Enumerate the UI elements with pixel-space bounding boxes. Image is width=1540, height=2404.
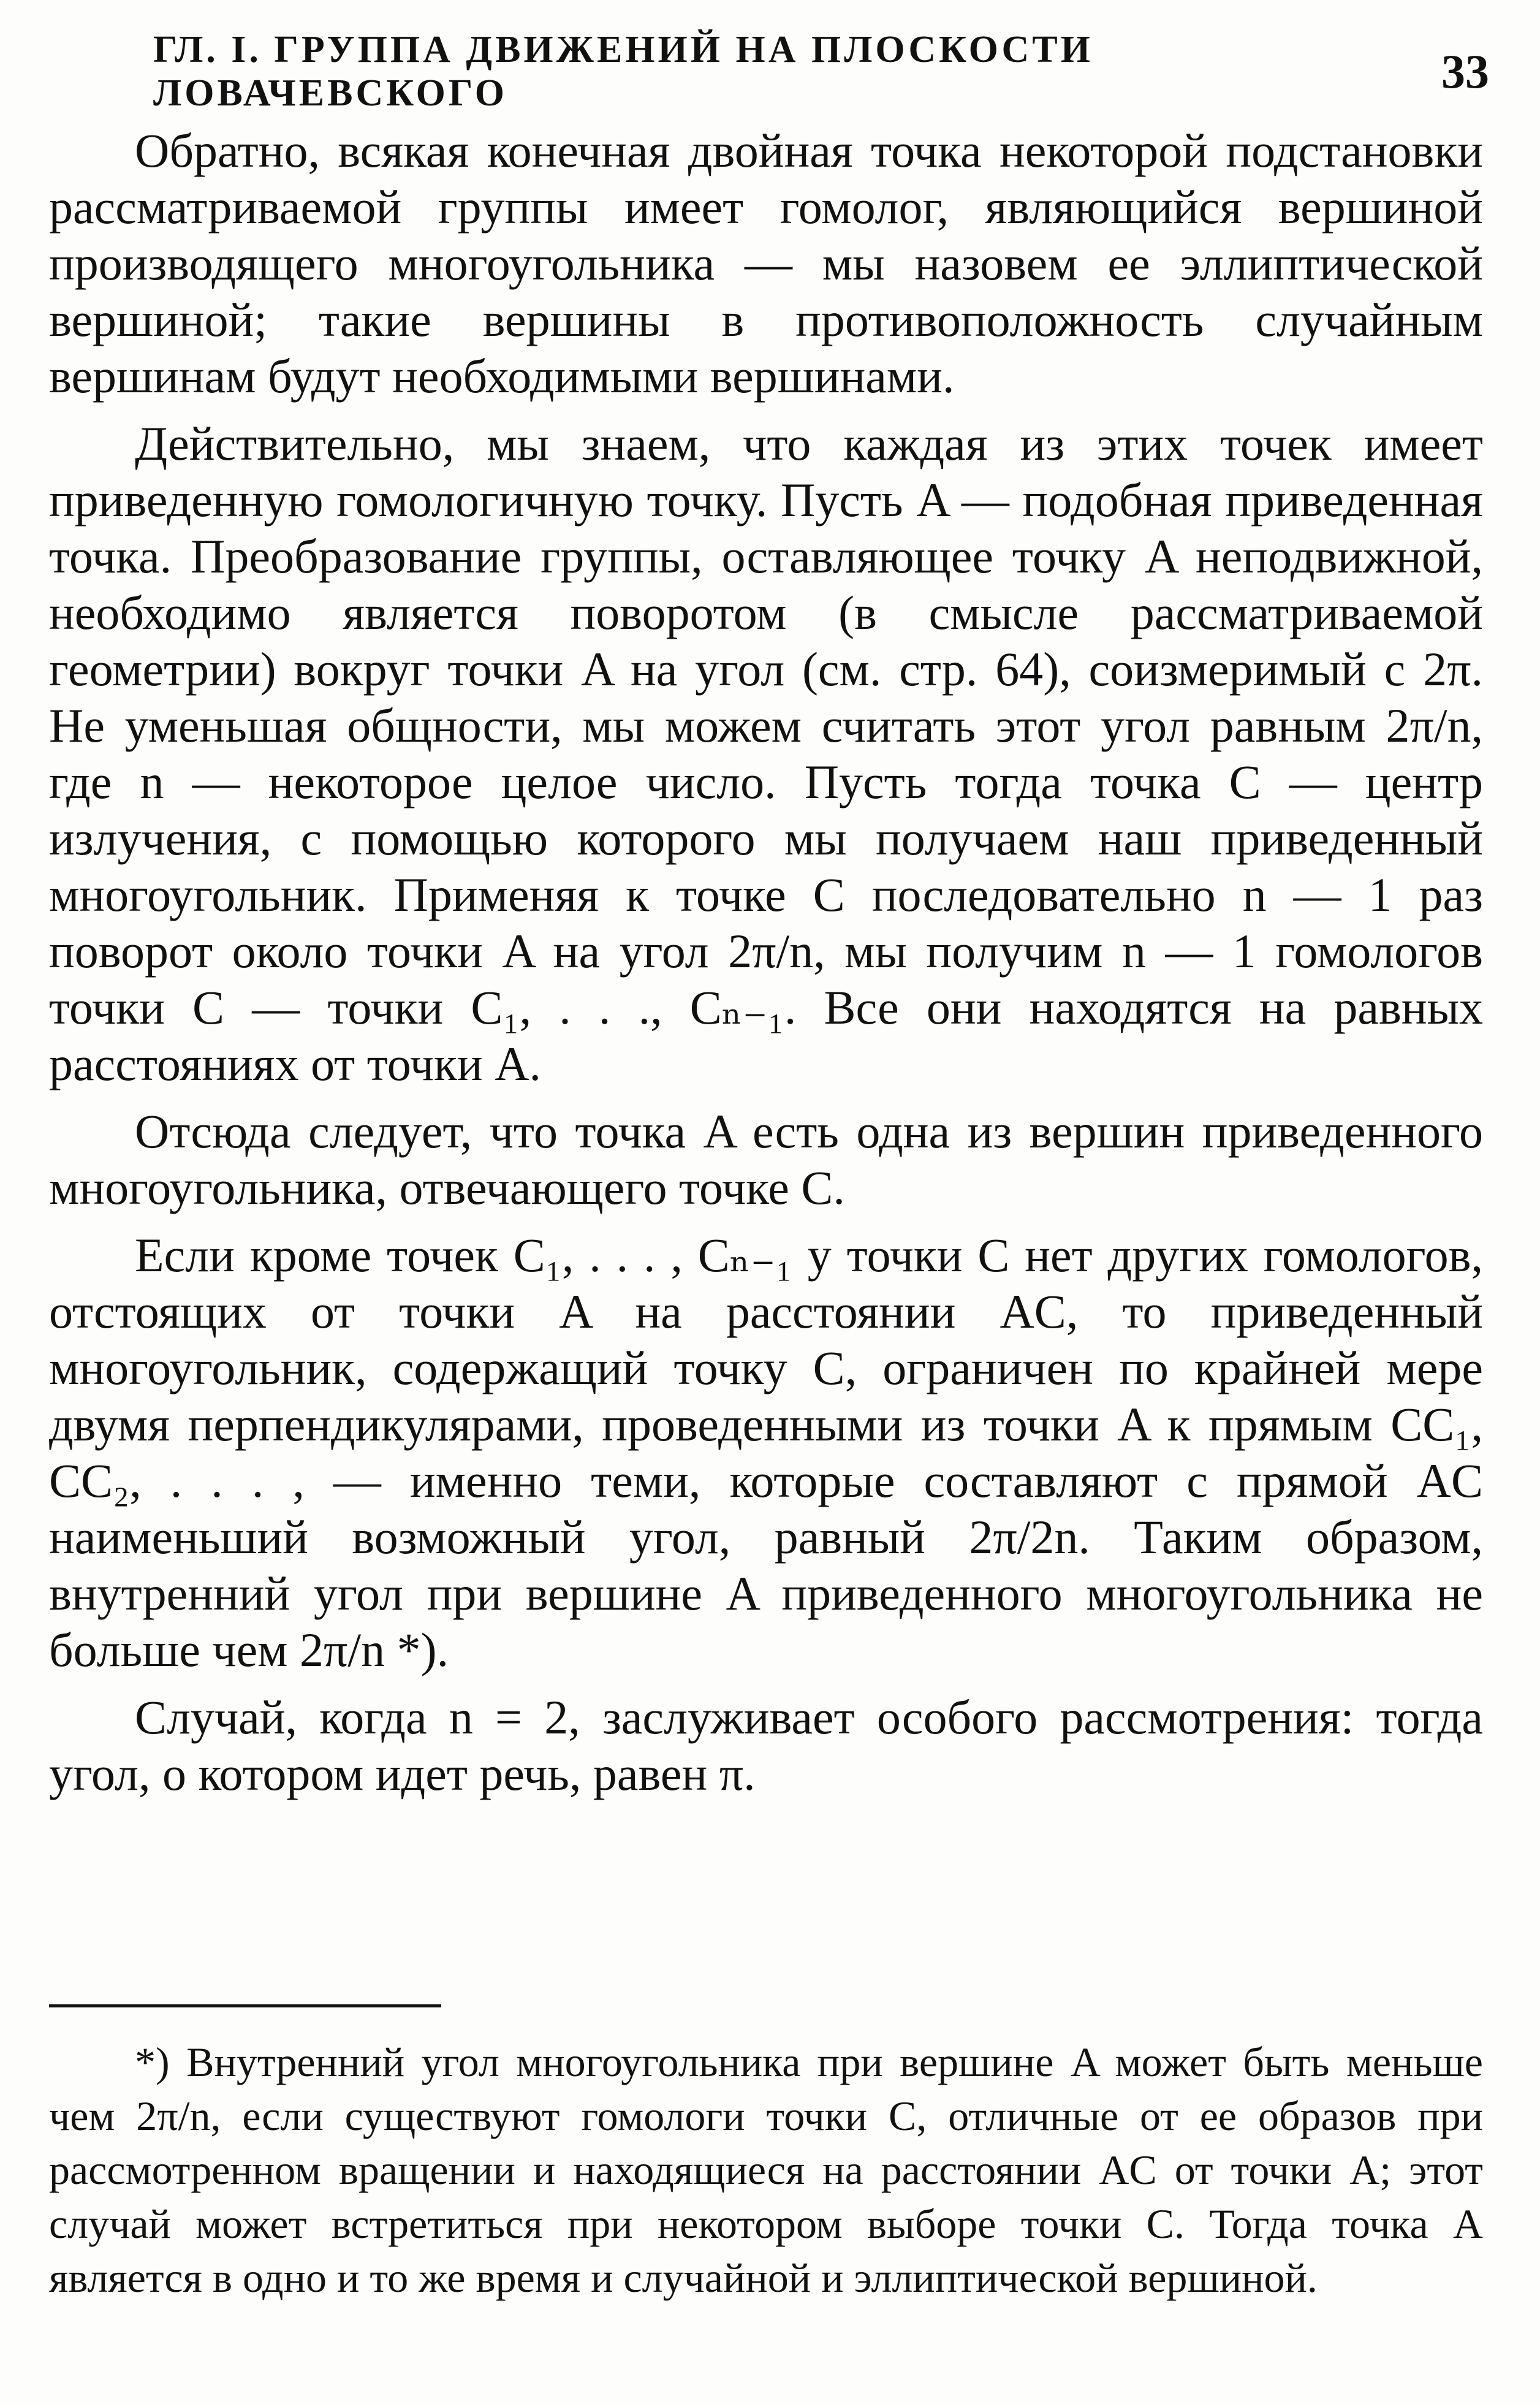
paragraph-3: Отсюда следует, что точка A есть одна из вершин приведенного многоугольника, отвечающего точке C.	[49, 1105, 1483, 1214]
paragraph-1: Обратно, всякая конечная двойная точка некоторой подстановки рассматриваемой группы имеет гомолог, являющийся вершиной производящего многоугольника — мы назовем ее эллиптической вершиной; такие вершины в противоположность случайным вершинам будут необходимыми вершинами.	[49, 124, 1483, 403]
page-number: 33	[1441, 45, 1489, 98]
paragraph-4: Если кроме точек C₁, . . . , Cₙ₋₁ у точки C нет других гомологов, отстоящих от точки A на расстоянии AC, то приведенный многоугольник, содержащий точку C, ограничен по крайней мере двумя перпендикулярами, проведенными из точки A к прямым CC₁, CC₂, . . . , — именно теми, которые составляют с прямой AC наименьший возможный угол, равный 2π/2n. Таким образом, внутренний угол при вершине A приведенного многоугольника не больше чем 2π/n *).	[49, 1228, 1483, 1676]
chapter-title: ГЛ. I. ГРУППА ДВИЖЕНИЙ НА ПЛОСКОСТИ ЛОВАЧЕВСКОГО	[153, 29, 1093, 114]
running-header	[153, 29, 1489, 114]
paragraph-2: Действительно, мы знаем, что каждая из этих точек имеет приведенную гомологичную точку. Пусть A — подобная приведенная точка. Преобразование группы, оставляющее точку A неподвижной, необходимо является поворотом (в смысле рассматриваемой геометрии) вокруг точки A на угол (см. стр. 64), соизмеримый с 2π. Не уменьшая общности, мы можем считать этот угол равным 2π/n, где n — некоторое целое число. Пусть тогда точка C — центр излучения, с помощью которого мы получаем наш приведенный многоугольник. Применяя к точке C последовательно n — 1 раз поворот около точки A на угол 2π/n, мы получим n — 1 гомологов точки C — точки C₁, . . ., Cₙ₋₁. Все они находятся на равных расстояниях от точки A.	[49, 417, 1483, 1090]
main-text	[49, 123, 1483, 1813]
footnote	[49, 2035, 1483, 2305]
footnote-rule	[49, 2004, 441, 2007]
paragraph-5: Случай, когда n = 2, заслуживает особого рассмотрения: тогда угол, о котором идет речь, равен π.	[49, 1691, 1483, 1800]
footnote-text: *) Внутренний угол многоугольника при вершине A может быть меньше чем 2π/n, если существуют гомологи точки C, отличные от ее образов при рассмотренном вращении и находящиеся на расстоянии AC от точки A; этот случай может встретиться при некотором выборе точки C. Тогда точка A является в одно и то же время и случайной и эллиптической вершиной.	[49, 2039, 1483, 2301]
